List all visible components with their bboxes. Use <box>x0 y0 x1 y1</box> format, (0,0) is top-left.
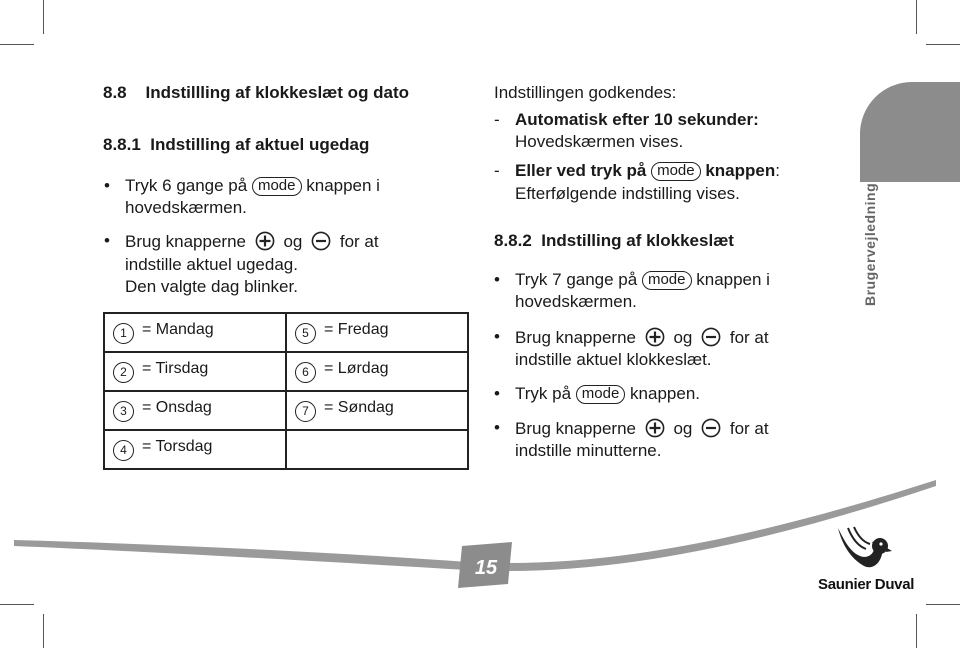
mode-button-icon: mode <box>651 162 701 181</box>
weekday-table <box>103 312 469 470</box>
weekday-cell: 3 = Onsdag <box>104 391 286 430</box>
subsection-heading: 8.8.1 Indstilling af aktuel ugedag <box>103 135 370 154</box>
weekday-cell: 6 = Lørdag <box>286 352 468 391</box>
list-item-continuation: hovedskærmen. <box>515 292 637 311</box>
plus-button-icon <box>645 327 665 347</box>
brand-name: Saunier Duval <box>818 576 915 593</box>
crop-mark <box>916 614 917 648</box>
crop-mark <box>43 0 44 34</box>
day-number-icon: 5 <box>295 323 316 344</box>
list-item-continuation: indstille aktuel ugedag. <box>125 255 298 274</box>
list-item-continuation: indstille minutterne. <box>515 441 662 460</box>
subsection-heading: 8.8.2 Indstilling af klokkeslæt <box>494 231 734 250</box>
day-number-icon: 1 <box>113 323 134 344</box>
plus-button-icon <box>255 231 275 251</box>
day-number-icon: 4 <box>113 440 134 461</box>
day-number-icon: 7 <box>295 401 316 422</box>
crop-mark <box>926 44 960 45</box>
weekday-cell: 1 = Mandag <box>104 313 286 352</box>
day-number-icon: 2 <box>113 362 134 383</box>
list-item-continuation: Den valgte dag blinker. <box>125 277 298 296</box>
weekday-cell-empty <box>286 430 468 469</box>
weekday-cell: 2 = Tirsdag <box>104 352 286 391</box>
crop-mark <box>43 614 44 648</box>
side-tab <box>860 82 960 182</box>
list-item-continuation: hovedskærmen. <box>125 198 247 217</box>
mode-button-icon: mode <box>576 385 626 404</box>
page-number: 15 <box>474 557 498 579</box>
weekday-cell: 5 = Fredag <box>286 313 468 352</box>
plus-button-icon <box>645 418 665 438</box>
minus-button-icon <box>701 418 721 438</box>
weekday-cell: 4 = Torsdag <box>104 430 286 469</box>
dash-item-continuation: Efterfølgende indstilling vises. <box>515 184 740 203</box>
crop-mark <box>926 604 960 605</box>
intro-text: Indstillingen godkendes: <box>494 83 677 102</box>
mode-button-icon: mode <box>642 271 692 290</box>
mode-button-icon: mode <box>252 177 302 196</box>
day-number-icon: 3 <box>113 401 134 422</box>
weekday-cell: 7 = Søndag <box>286 391 468 430</box>
section-heading: 8.8 Indstillling af klokkeslæt og dato <box>103 83 410 102</box>
crop-mark <box>0 604 34 605</box>
side-label: Brugervejledning <box>862 182 878 306</box>
dash-item-continuation: Hovedskærmen vises. <box>515 132 684 151</box>
minus-button-icon <box>311 231 331 251</box>
minus-button-icon <box>701 327 721 347</box>
day-number-icon: 6 <box>295 362 316 383</box>
saunier-duval-bird-logo <box>834 524 892 574</box>
list-item-continuation: indstille aktuel klokkeslæt. <box>515 350 712 369</box>
crop-mark <box>0 44 34 45</box>
crop-mark <box>916 0 917 34</box>
